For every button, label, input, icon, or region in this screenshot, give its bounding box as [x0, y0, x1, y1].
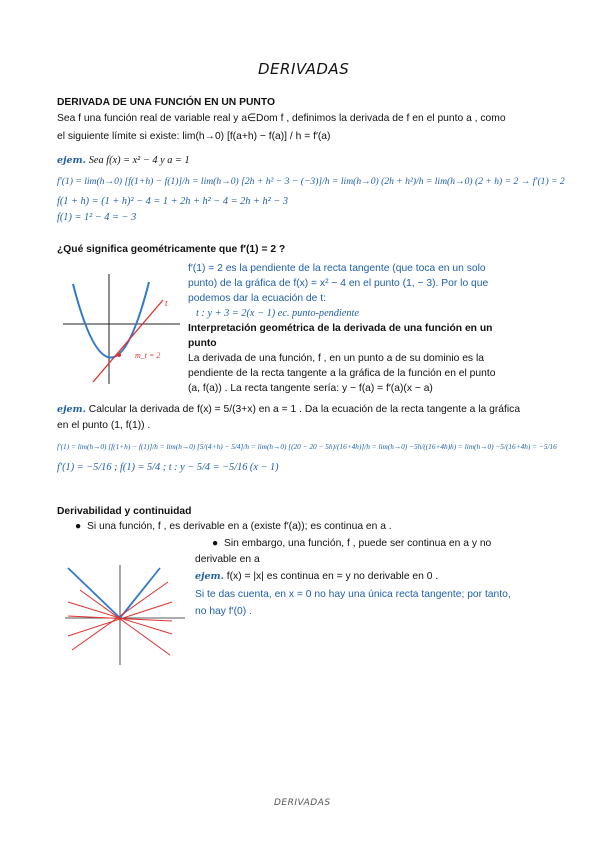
- example-1: [57, 154, 190, 168]
- abs-value-figure: [60, 560, 190, 670]
- page-title: DERIVADAS: [258, 60, 350, 78]
- section-heading-derivability: Derivabilidad y continuidad: [57, 506, 192, 517]
- example-3: [195, 570, 438, 584]
- example-2-line-1: [57, 403, 520, 417]
- abs-branch-right: [120, 568, 160, 618]
- tangent-label: t: [165, 298, 168, 308]
- example-text: Sea f(x) = x² − 4 y a = 1: [88, 155, 190, 166]
- note-line-1: Si te das cuenta, en x = 0 no hay una única recta tangente; por tanto,: [195, 589, 511, 600]
- slope-label: m_t = 2: [135, 351, 161, 360]
- meaning-line-2: punto) de la gráfica de f(x) = x² − 4 en el punto (1, − 3). Por lo que: [188, 278, 489, 289]
- meaning-line-3: podemos dar la ecuación de t:: [188, 293, 326, 304]
- subheading-interpretation-1: Interpretación geométrica de la derivada de una función en un: [188, 323, 493, 334]
- parabola-curve: [73, 282, 149, 358]
- meaning-line-1: f′(1) = 2 es la pendiente de la recta tangente (que toca en un solo: [188, 263, 486, 274]
- calc-results-tangent: f′(1) = −5/16 ; f(1) = 5/4 ; t : y − 5/4 = −5/16 (x − 1): [57, 462, 279, 473]
- section-heading-geometric-meaning: ¿Qué significa geométricamente que f′(1) = 2 ?: [57, 244, 286, 255]
- parabola-tangent-figure: [55, 262, 185, 392]
- bullet-2-line-2: derivable en a: [195, 554, 260, 565]
- intro-line-1: Sea f una función real de variable real y a∈Dom f , definimos la derivada de f en el punto a , como: [57, 113, 506, 124]
- calc-derivative-5-over: f′(1) = lim(h→0) [f(1+h) − f(1)]/h = lim(h→0) [5/(4+h) − 5/4]/h = lim(h→0) [(20 − 20 − 5h)/(16+4h)]/h = lim(h→0) −5h/((16+4h)h) = lim(h→0) −5/(16+4h) = −5/16: [57, 442, 557, 451]
- example-2-line-2: en el punto (1, f(1)) .: [57, 420, 151, 431]
- tangent-line: [93, 300, 163, 382]
- tangent-equation: t : y + 3 = 2(x − 1) ec. punto-pendiente: [196, 308, 359, 319]
- subheading-interpretation-2: punto: [188, 338, 217, 349]
- example-label: ejem.: [195, 571, 224, 582]
- section-heading-derivada-punto: DERIVADA DE UNA FUNCIÓN EN UN PUNTO: [57, 97, 275, 108]
- interpretation-line-2: pendiente de la recta tangente a la gráfica de la función en el punto: [188, 368, 496, 379]
- calc-f-1-plus-h: f(1 + h) = (1 + h)² − 4 = 1 + 2h + h² − 4 = 2h + h² − 3: [57, 196, 288, 207]
- interpretation-line-3: (a, f(a)) . La recta tangente sería: y − f(a) = f′(a)(x − a): [188, 383, 433, 394]
- example-label: ejem.: [57, 404, 86, 415]
- bullet-dot: ●: [212, 538, 224, 549]
- calc-f-1: f(1) = 1² − 4 = − 3: [57, 212, 137, 223]
- example-3-text: f(x) = |x| es continua en = y no derivable en 0 .: [226, 571, 439, 582]
- interpretation-line-1: La derivada de una función, f , en un punto a de su dominio es la: [188, 353, 484, 364]
- calc-derivative-limit: f′(1) = lim(h→0) [f(1+h) − f(1)]/h = lim(h→0) [2h + h² − 3 − (−3)]/h = lim(h→0) (2h + h²)/h = lim(h→0) (2 + h) = 2 → f′(1) = 2: [57, 176, 565, 187]
- bullet-1-text: Si una función, f , es derivable en a (existe f′(a)); es continua en a .: [86, 521, 392, 532]
- example-label: ejem.: [57, 155, 86, 166]
- bullet-2: [212, 537, 491, 551]
- bullet-dot: ●: [75, 521, 87, 532]
- candidate-tangent-3: [80, 590, 170, 655]
- bullet-1: [75, 520, 392, 534]
- bullet-2-text: Sin embargo, una función, f , puede ser continua en a y no: [223, 538, 492, 549]
- tangent-point: [117, 353, 121, 357]
- example-2-text: Calcular la derivada de f(x) = 5/(3+x) en a = 1 . Da la ecuación de la recta tangente a la gráfica: [88, 404, 521, 415]
- note-line-2: no hay f′(0) .: [195, 606, 252, 617]
- intro-line-2-limit-definition: el siguiente límite si existe: lim(h→0) [f(a+h) − f(a)] / h = f′(a): [57, 131, 331, 142]
- page-footer: DERIVADAS: [274, 798, 331, 808]
